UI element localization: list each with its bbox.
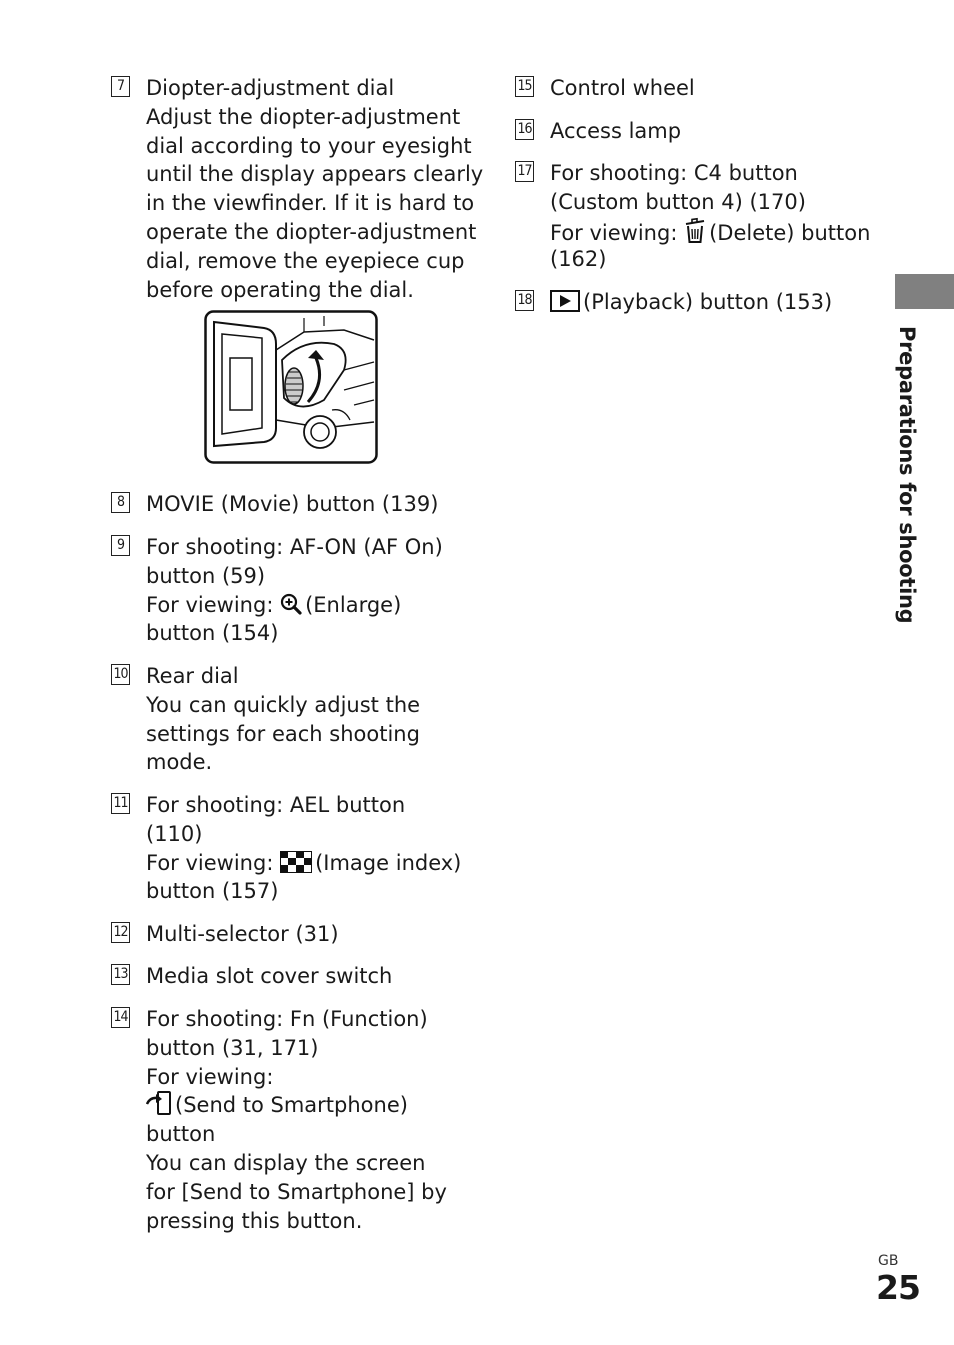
enlarge-icon: [280, 593, 302, 615]
item-number: 7: [111, 76, 130, 97]
item-title: For shooting: AF-ON (AF On): [146, 535, 443, 559]
item-text: [146, 490, 438, 519]
viewing-function: (Enlarge): [305, 592, 402, 617]
item-title: button (154): [146, 621, 279, 646]
item-text: [146, 962, 392, 991]
page-number: 25: [876, 1268, 920, 1307]
item-title-text: (Playback) button (153): [583, 290, 833, 314]
item-title: button (59): [146, 563, 266, 588]
item-title: MOVIE (Movie) button (139): [146, 492, 439, 516]
item-title: Control wheel: [550, 76, 695, 100]
viewing-label: For viewing:: [146, 850, 274, 875]
delete-trash-icon: [684, 217, 706, 243]
item-title: For shooting: AEL button: [146, 793, 406, 817]
section-tab-label: Preparations for shooting: [895, 326, 919, 624]
item-description: until the display appears clearly: [146, 162, 484, 187]
item-text: [146, 662, 420, 777]
item-title: (162): [550, 247, 607, 272]
item-number: 10: [111, 664, 130, 685]
item-number: 15: [515, 76, 534, 97]
item-text: [550, 74, 695, 103]
item-title: Rear dial: [146, 664, 239, 688]
item-text: [146, 791, 461, 906]
image-index-icon: [280, 851, 312, 873]
item-description: mode.: [146, 750, 213, 775]
item-description: dial, remove the eyepiece cup: [146, 248, 465, 273]
item-title: For shooting: C4 button: [550, 161, 798, 185]
item-number: 8: [111, 492, 130, 513]
item-text: [146, 74, 483, 304]
item-description: settings for each shooting: [146, 721, 420, 746]
item-title: button (31, 171): [146, 1035, 319, 1060]
section-tab-marker: [895, 274, 954, 309]
item-description: operate the diopter-adjustment: [146, 219, 477, 244]
send-to-smartphone-icon: [146, 1091, 172, 1115]
item-description: pressing this button.: [146, 1208, 363, 1233]
item-number: 17: [515, 161, 534, 182]
item-title: Diopter-adjustment dial: [146, 76, 395, 100]
item-description: before operating the dial.: [146, 277, 414, 302]
item-number: 11: [111, 793, 130, 814]
item-text: [146, 920, 339, 949]
item-title: button (157): [146, 879, 279, 904]
camera-eyepiece-diopter-dial-illustration: [204, 310, 378, 464]
item-text: [146, 533, 443, 648]
item-viewing-line: [146, 849, 461, 878]
item-description: dial according to your eyesight: [146, 133, 472, 158]
item-number: 16: [515, 119, 534, 140]
item-number: 12: [111, 922, 130, 943]
item-title: (110): [146, 821, 203, 846]
item-number: 13: [111, 964, 130, 985]
item-title: (Custom button 4) (170): [550, 189, 806, 214]
item-description: for [Send to Smartphone] by: [146, 1179, 447, 1204]
item-text: [146, 1005, 447, 1235]
item-number: 14: [111, 1007, 130, 1028]
item-viewing-line: [550, 217, 870, 246]
item-number: 9: [111, 535, 130, 556]
item-text: [550, 159, 870, 274]
item-description: You can display the screen: [146, 1150, 426, 1175]
viewing-label: For viewing:: [146, 592, 274, 617]
viewing-label: For viewing:: [146, 1064, 274, 1089]
item-text: [550, 288, 832, 317]
viewing-function: (Image index): [315, 850, 462, 875]
item-title: [550, 288, 832, 317]
item-number: 18: [515, 290, 534, 311]
viewing-function: (Send to Smartphone): [175, 1093, 408, 1118]
item-title: For shooting: Fn (Function): [146, 1007, 428, 1031]
item-title: Multi-selector (31): [146, 922, 339, 946]
playback-icon: [550, 290, 580, 312]
item-title: button: [146, 1122, 216, 1147]
item-description: Adjust the diopter-adjustment: [146, 104, 461, 129]
item-description: You can quickly adjust the: [146, 692, 421, 717]
item-text: [550, 117, 681, 146]
item-viewing-line: [146, 591, 443, 620]
viewing-function: (Delete) button: [709, 220, 871, 245]
item-title: Media slot cover switch: [146, 964, 393, 988]
viewing-label: For viewing:: [550, 220, 678, 245]
item-description: in the viewfinder. If it is hard to: [146, 191, 475, 216]
item-title: Access lamp: [550, 119, 682, 143]
region-code: GB: [878, 1253, 899, 1269]
item-viewing-line: [146, 1091, 447, 1120]
